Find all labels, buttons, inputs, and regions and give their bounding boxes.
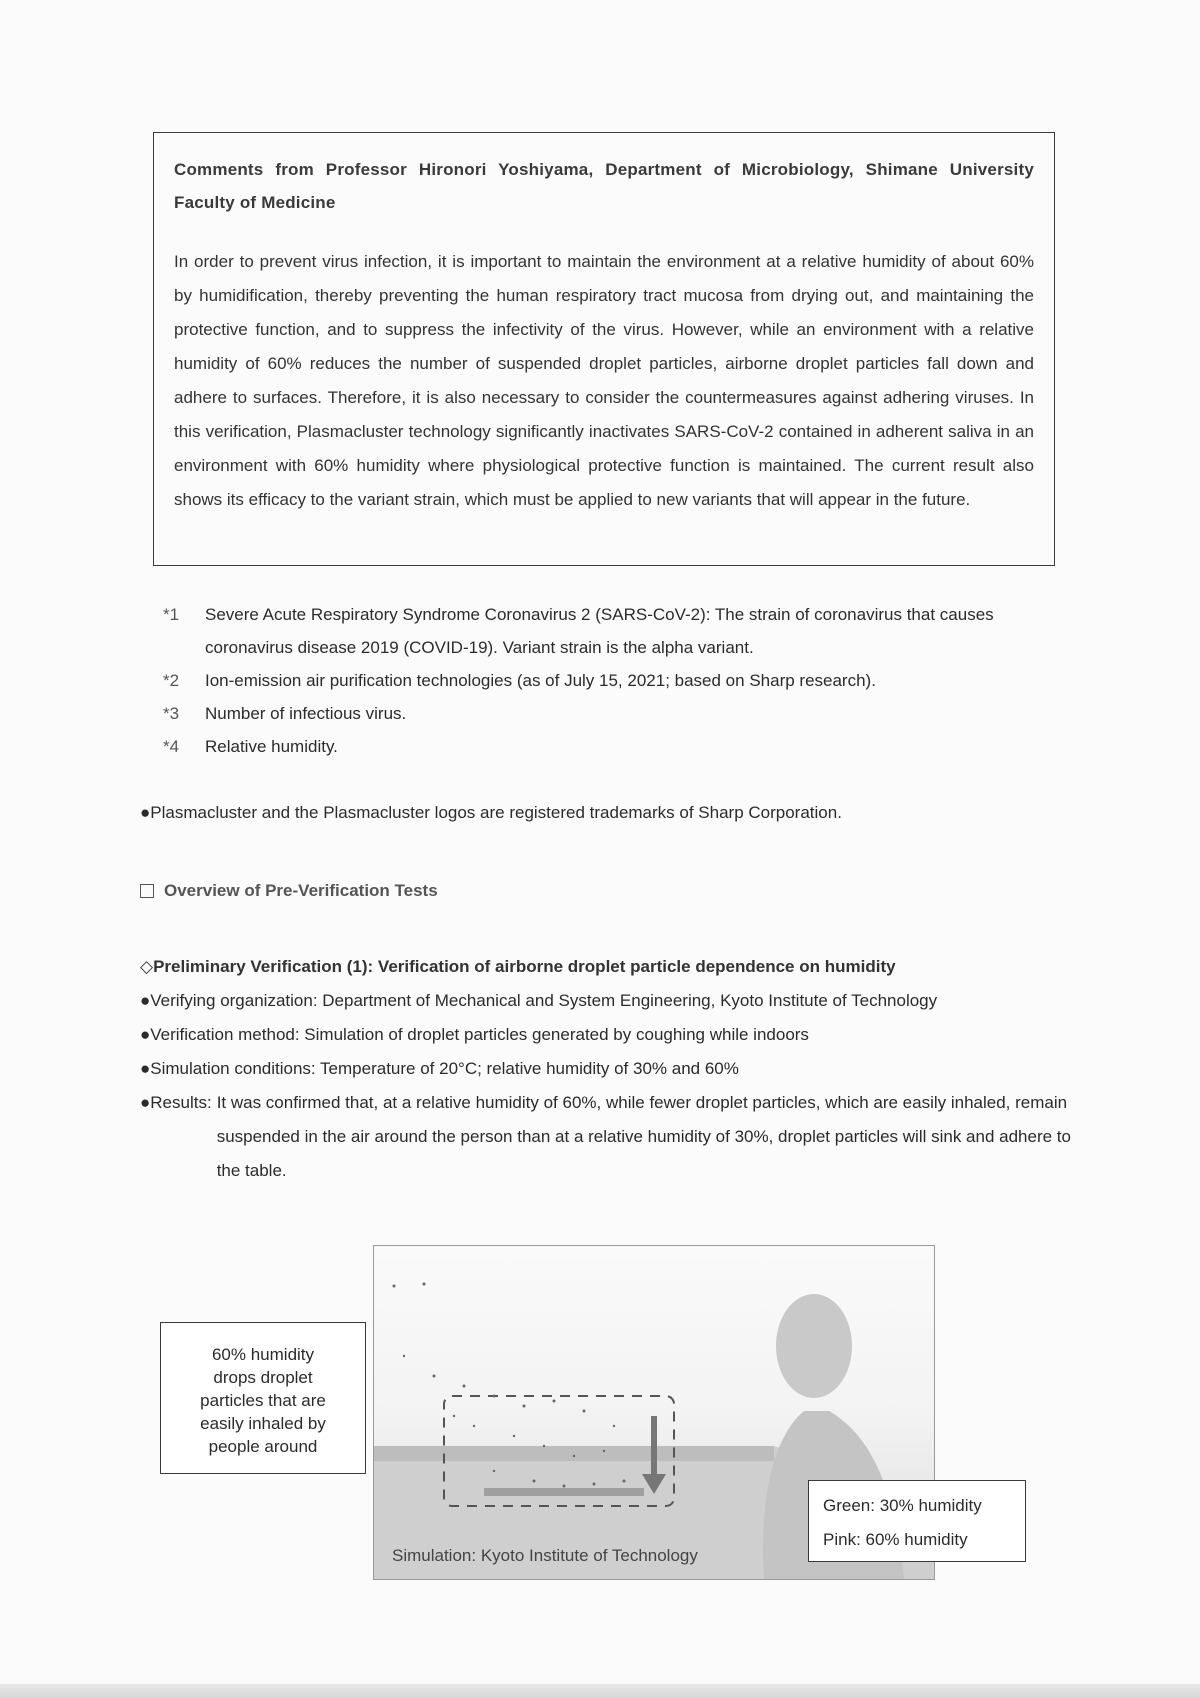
footnote-mark: *4 [163, 737, 180, 756]
verification-title: ◇Preliminary Verification (1): Verification of airborne droplet particle dependence on humidity [140, 957, 896, 976]
footnote [163, 730, 1073, 763]
footnotes [163, 598, 1073, 763]
section-title: Overview of Pre-Verification Tests [164, 881, 438, 900]
results-text: It was confirmed that, at a relative humidity of 60%, while fewer droplet particles, which are easily inhaled, remain suspended in the air around the person than at a relative humidity of 30%, droplet particles will sink and adhere to the table. [216, 1093, 1071, 1180]
footnote [163, 697, 1073, 730]
callout-note [160, 1322, 366, 1474]
verifying-organization: ●Verifying organization: Department of Mechanical and System Engineering, Kyoto Institute of Technology [140, 991, 938, 1010]
checkbox-icon [140, 884, 154, 898]
legend-green: Green: 30% humidity [823, 1496, 982, 1515]
callout-line: people around [208, 1437, 318, 1456]
legend-pink: Pink: 60% humidity [823, 1530, 968, 1549]
footnote-text: Relative humidity. [205, 737, 338, 756]
preliminary-verification [140, 950, 1090, 1188]
footnote-text: Number of infectious virus. [205, 704, 407, 723]
footnote-mark: *3 [163, 704, 180, 723]
simulation-conditions: ●Simulation conditions: Temperature of 20°C; relative humidity of 30% and 60% [140, 1059, 739, 1078]
footnote-mark: *1 [163, 605, 180, 624]
comment-heading: Comments from Professor Hironori Yoshiyama, Department of Microbiology, Shimane University Faculty of Medicine [174, 160, 1034, 212]
results [140, 1086, 1090, 1188]
callout-line: 60% humidity [211, 1345, 315, 1364]
verification-method: ●Verification method: Simulation of droplet particles generated by coughing while indoors [140, 1025, 809, 1044]
callout-line: particles that are [200, 1391, 326, 1410]
footnote [163, 598, 1073, 664]
footnote-text: Ion-emission air purification technologies (as of July 15, 2021; based on Sharp research). [205, 671, 876, 690]
figure-caption: Simulation: Kyoto Institute of Technology [392, 1546, 698, 1565]
footnote-mark: *2 [163, 671, 180, 690]
callout-line: drops droplet [213, 1368, 313, 1387]
results-label: ●Results: [140, 1093, 212, 1112]
comment-box [153, 132, 1055, 566]
footnote-text: Severe Acute Respiratory Syndrome Coronavirus 2 (SARS-CoV-2): The strain of coronavirus that causes coronavirus disease 2019 (COVID-19). Variant strain is the alpha variant. [205, 605, 994, 657]
trademark-notice: ●Plasmacluster and the Plasmacluster logos are registered trademarks of Sharp Corporation. [140, 803, 842, 822]
footnote [163, 664, 1073, 697]
figure-legend [808, 1480, 1026, 1562]
scan-edge [0, 1684, 1200, 1698]
callout-line: easily inhaled by [200, 1414, 326, 1433]
section-heading [140, 878, 438, 904]
comment-body: In order to prevent virus infection, it is important to maintain the environment at a relative humidity of about 60% by humidification, thereby preventing the human respiratory tract mucosa from drying out, and maintaining the protective function, and to suppress the infectivity of the virus. However, while an environment with a relative humidity of 60% reduces the number of suspended droplet particles, airborne droplet particles fall down and adhere to surfaces. Therefore, it is also necessary to consider the countermeasures against adhering viruses. In this verification, Plasmacluster technology significantly inactivates SARS-CoV-2 contained in adherent saliva in an environment with 60% humidity where physiological protective function is maintained. The current result also shows its efficacy to the variant strain, which must be applied to new variants that will appear in the future. [174, 252, 1034, 509]
